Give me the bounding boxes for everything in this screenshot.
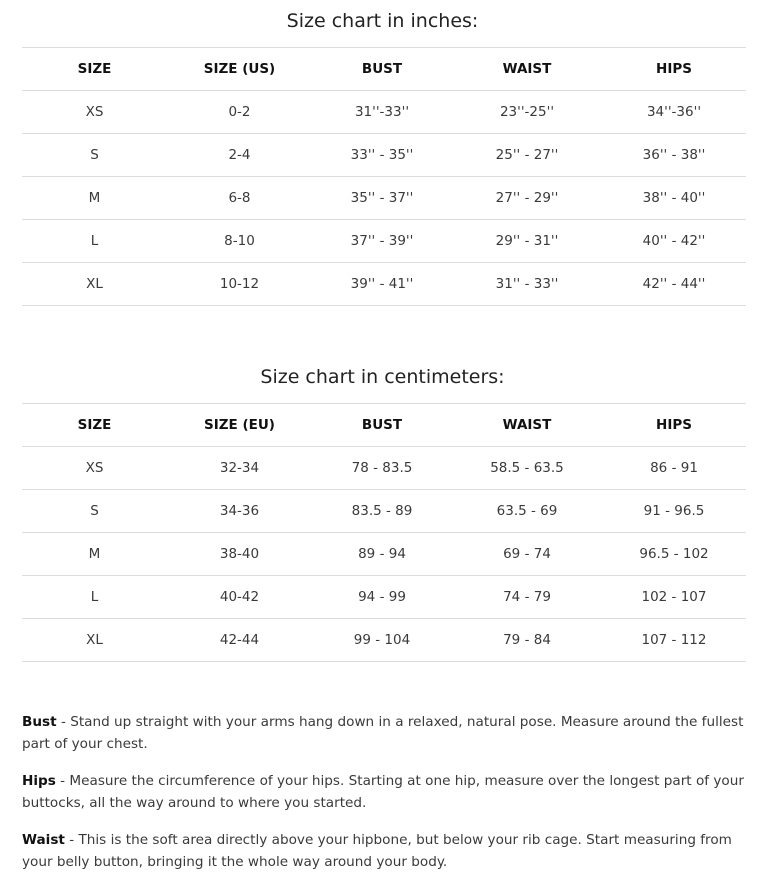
cell-size: M (22, 533, 167, 576)
cell-bust: 33'' - 35'' (312, 134, 452, 177)
table-row (22, 134, 746, 177)
cell-waist: 25'' - 27'' (452, 134, 602, 177)
header-size-eu: SIZE (EU) (167, 404, 312, 447)
inches-chart-title: Size chart in inches: (286, 10, 479, 32)
header-hips: HIPS (602, 404, 746, 447)
table-row (22, 177, 746, 220)
note-bust (22, 711, 747, 755)
centimeters-size-table (22, 403, 746, 662)
cell-waist: 23''-25'' (452, 91, 602, 134)
cell-size-eu: 42-44 (167, 619, 312, 662)
table-row (22, 619, 746, 662)
cell-hips: 102 - 107 (602, 576, 746, 619)
table-header-row (22, 48, 746, 91)
table-header-row (22, 404, 746, 447)
cell-size-us: 6-8 (167, 177, 312, 220)
cell-size: XL (22, 619, 167, 662)
cell-waist: 74 - 79 (452, 576, 602, 619)
cell-hips: 42'' - 44'' (602, 263, 746, 306)
cell-size-us: 8-10 (167, 220, 312, 263)
table-row (22, 91, 746, 134)
table-row (22, 447, 746, 490)
header-bust: BUST (312, 404, 452, 447)
cell-hips: 107 - 112 (602, 619, 746, 662)
table-row (22, 220, 746, 263)
cell-hips: 91 - 96.5 (602, 490, 746, 533)
table-row (22, 533, 746, 576)
cell-hips: 40'' - 42'' (602, 220, 746, 263)
cell-size: XL (22, 263, 167, 306)
header-bust: BUST (312, 48, 452, 91)
table-row (22, 490, 746, 533)
header-size-us: SIZE (US) (167, 48, 312, 91)
header-waist: WAIST (452, 48, 602, 91)
cell-hips: 34''-36'' (602, 91, 746, 134)
cell-size-eu: 38-40 (167, 533, 312, 576)
cell-size: M (22, 177, 167, 220)
note-term: Hips (22, 773, 56, 789)
header-waist: WAIST (452, 404, 602, 447)
cell-waist: 29'' - 31'' (452, 220, 602, 263)
cell-bust: 37'' - 39'' (312, 220, 452, 263)
measurement-notes (22, 711, 747, 888)
cell-size-us: 2-4 (167, 134, 312, 177)
cell-size: S (22, 490, 167, 533)
cell-size: L (22, 576, 167, 619)
cell-size: XS (22, 447, 167, 490)
note-term: Bust (22, 714, 57, 730)
note-text: - Stand up straight with your arms hang down in a relaxed, natural pose. Measure around the fullest part of your chest. (22, 714, 744, 752)
table-row (22, 576, 746, 619)
cell-bust: 94 - 99 (312, 576, 452, 619)
note-text: - This is the soft area directly above your hipbone, but below your rib cage. Start measuring from your belly button, bringing it the whole way around your body. (22, 832, 732, 870)
note-hips (22, 770, 747, 814)
cell-waist: 79 - 84 (452, 619, 602, 662)
cell-waist: 69 - 74 (452, 533, 602, 576)
inches-size-table (22, 47, 746, 306)
cell-hips: 96.5 - 102 (602, 533, 746, 576)
note-term: Waist (22, 832, 65, 848)
header-size: SIZE (22, 48, 167, 91)
cell-bust: 99 - 104 (312, 619, 452, 662)
cell-size-us: 0-2 (167, 91, 312, 134)
cell-hips: 38'' - 40'' (602, 177, 746, 220)
cell-size-eu: 40-42 (167, 576, 312, 619)
note-waist (22, 829, 747, 873)
header-hips: HIPS (602, 48, 746, 91)
cell-bust: 89 - 94 (312, 533, 452, 576)
cell-size: XS (22, 91, 167, 134)
cell-hips: 36'' - 38'' (602, 134, 746, 177)
cell-size: S (22, 134, 167, 177)
cell-waist: 27'' - 29'' (452, 177, 602, 220)
cell-bust: 78 - 83.5 (312, 447, 452, 490)
cell-size-eu: 32-34 (167, 447, 312, 490)
cell-bust: 35'' - 37'' (312, 177, 452, 220)
cell-size: L (22, 220, 167, 263)
cell-hips: 86 - 91 (602, 447, 746, 490)
note-text: - Measure the circumference of your hips. Starting at one hip, measure over the longest part of your buttocks, all the way around to where you started. (22, 773, 744, 811)
cell-waist: 63.5 - 69 (452, 490, 602, 533)
centimeters-chart-title: Size chart in centimeters: (260, 366, 505, 388)
cell-bust: 39'' - 41'' (312, 263, 452, 306)
cell-size-us: 10-12 (167, 263, 312, 306)
cell-waist: 58.5 - 63.5 (452, 447, 602, 490)
table-row (22, 263, 746, 306)
cell-waist: 31'' - 33'' (452, 263, 602, 306)
cell-bust: 31''-33'' (312, 91, 452, 134)
header-size: SIZE (22, 404, 167, 447)
cell-size-eu: 34-36 (167, 490, 312, 533)
cell-bust: 83.5 - 89 (312, 490, 452, 533)
